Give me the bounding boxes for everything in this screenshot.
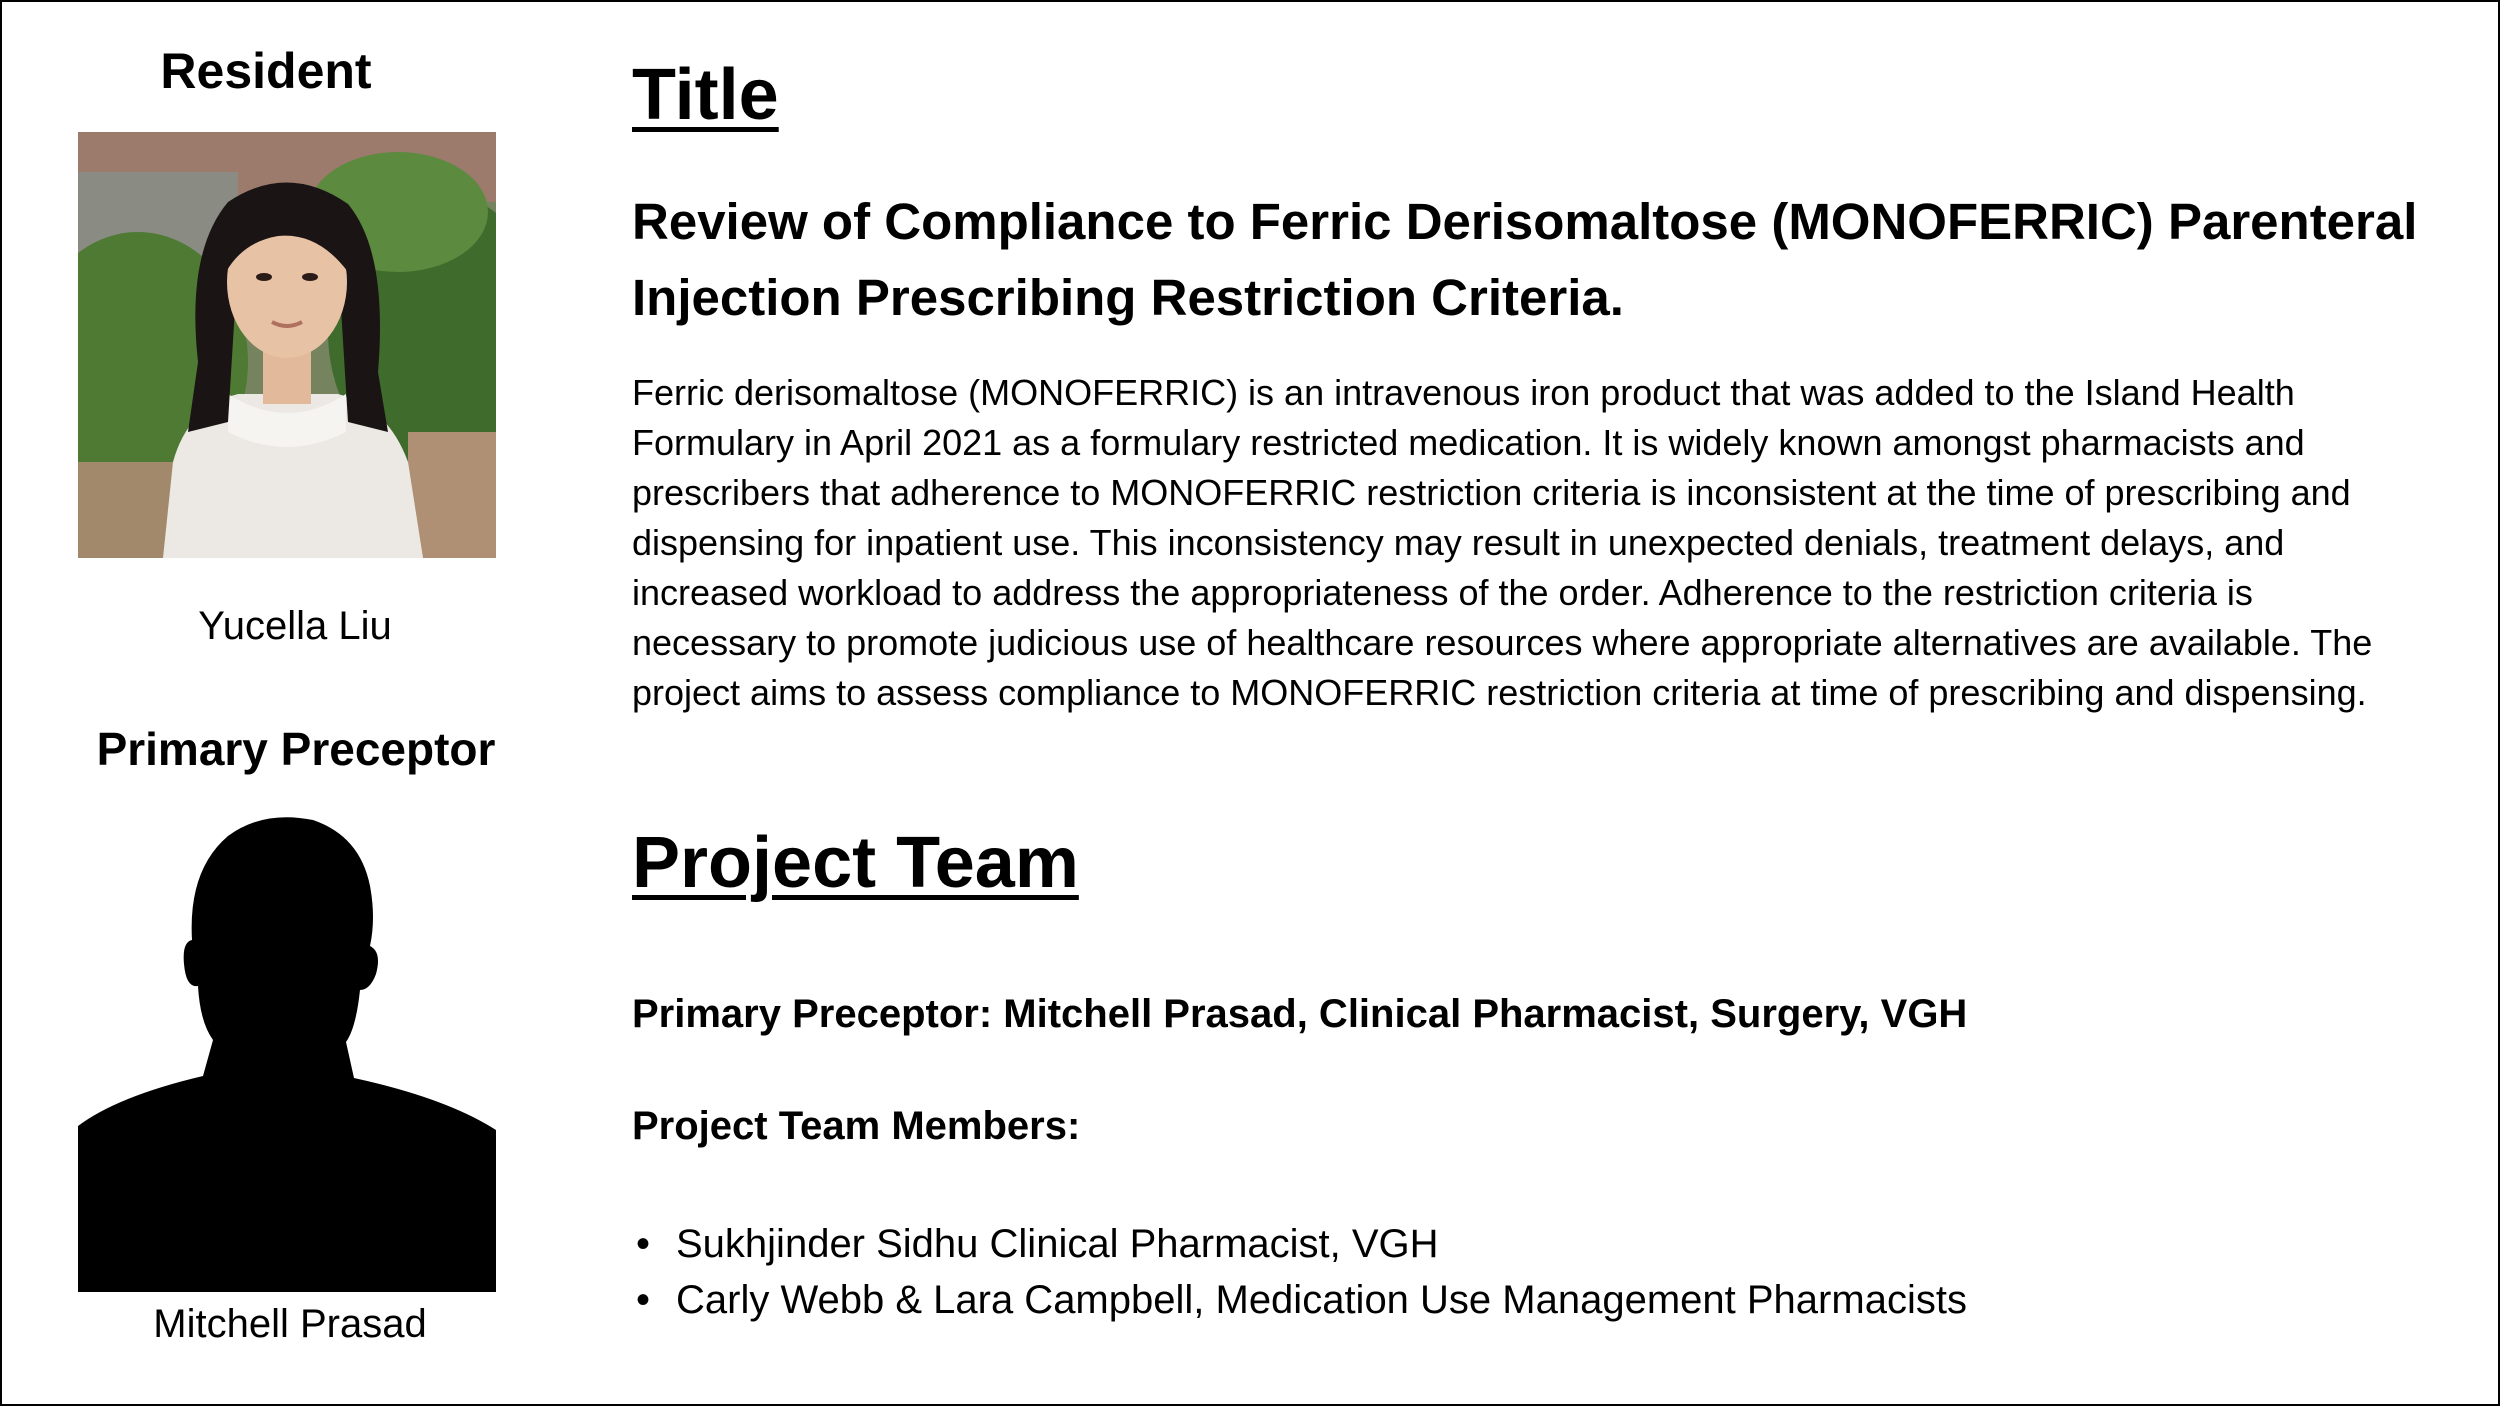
preceptor-name: Mitchell Prasad: [153, 1302, 427, 1346]
resident-photo: [78, 132, 496, 558]
resident-name: Yucella Liu: [198, 604, 392, 648]
project-team-heading: Project Team: [632, 823, 1079, 903]
resident-photo-image: [78, 132, 496, 558]
bullet-icon: •: [636, 1278, 651, 1322]
team-members-label: Project Team Members:: [632, 1104, 1081, 1148]
team-member-name: Sukhjinder Sidhu Clinical Pharmacist, VGH: [676, 1222, 1439, 1266]
primary-preceptor-line: Primary Preceptor: Mitchell Prasad, Clinical Pharmacist, Surgery, VGH: [632, 992, 1968, 1036]
list-item: [632, 1272, 1967, 1328]
list-item: [632, 1216, 1967, 1272]
team-member-name: Carly Webb & Lara Campbell, Medication Use Management Pharmacists: [676, 1278, 1967, 1322]
team-members-list: [632, 1216, 1967, 1328]
preceptor-silhouette-icon: [78, 814, 496, 1292]
bullet-icon: •: [636, 1222, 651, 1266]
preceptor-heading: Primary Preceptor: [96, 723, 496, 775]
project-title: Review of Compliance to Ferric Derisomaltose (MONOFERRIC) Parenteral Injection Prescribing Restriction Criteria.: [632, 193, 2418, 326]
project-abstract: Ferric derisomaltose (MONOFERRIC) is an intravenous iron product that was added to the Island Health Formulary in April 2021 as a formulary restricted medication. It is widely known amongst pharmacists and prescribers that adherence to MONOFERRIC restriction criteria is inconsistent at the time of prescribing and dispensing for inpatient use. This inconsistency may result in unexpected denials, treatment delays, and increased workload to address the appropriateness of the order. Adherence to the restriction criteria is necessary to promote judicious use of healthcare resources where appropriate alternatives are available. The project aims to assess compliance to MONOFERRIC restriction criteria at time of prescribing and dispensing.: [632, 372, 2373, 713]
resident-heading: Resident: [160, 43, 372, 99]
title-heading: Title: [632, 55, 779, 135]
